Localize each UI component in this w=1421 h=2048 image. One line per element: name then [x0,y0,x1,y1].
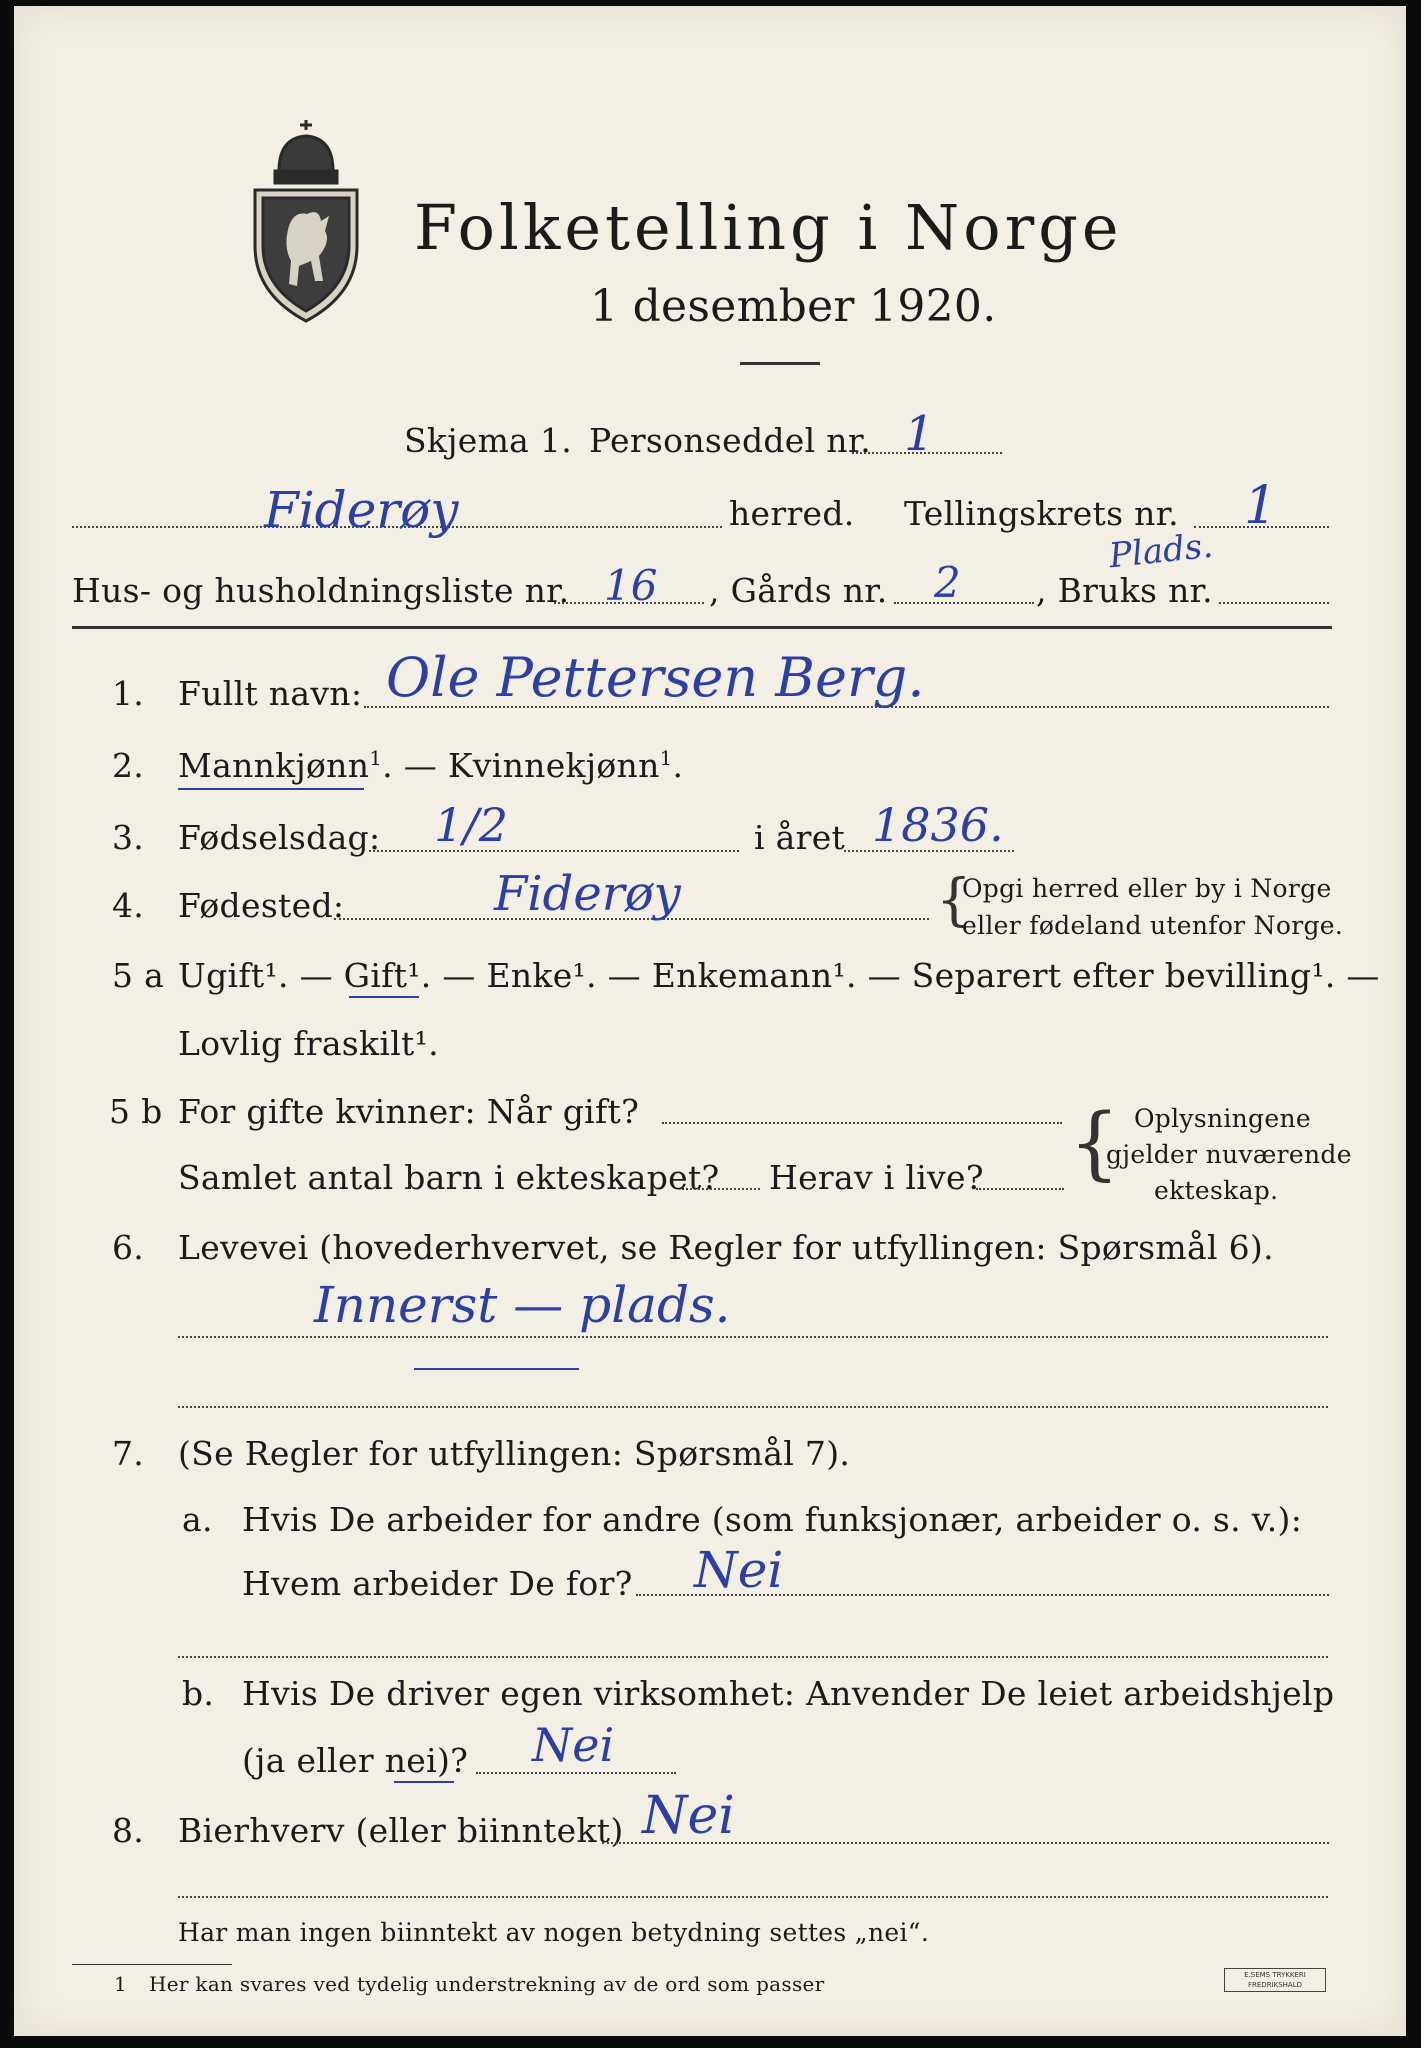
q5a-line1: Ugift¹. — Gift¹. — Enke¹. — Enkemann¹. — Separert efter bevilling¹. — [178,956,1380,995]
herred-label: herred. [729,494,855,533]
coat-of-arms-icon [249,116,364,326]
q3-label: Fødselsdag: [178,818,381,857]
q8-value: Nei [642,1786,735,1846]
form-title: Folketelling i Norge [414,191,1123,264]
q1-label: Fullt navn: [178,674,363,713]
skjema-label: Skjema 1. [404,421,573,460]
q6-label: Levevei (hovederhvervet, se Regler for utfyllingen: Spørsmål 6). [178,1228,1274,1267]
q2-separator: . — [382,746,448,785]
q2-options: Mannkjønn$^1$. — Kvinnekjønn$^1$. [178,746,684,785]
gards-value: 2 [934,558,961,607]
q5b-note-1: Oplysningene [1134,1104,1311,1133]
plads-note: Plads. [1107,525,1215,577]
q7a-field-2 [178,1656,1328,1658]
personseddel-value: 1 [904,406,935,462]
q3-value: 1/2 [434,798,509,852]
q7b-field [476,1772,676,1774]
q5b-number: 5 b [109,1092,163,1131]
bruks-field [1219,602,1329,604]
footnote-divider [72,1964,232,1965]
q2-underline [178,788,364,790]
title-divider [740,362,820,365]
q7-label: (Se Regler for utfyllingen: Spørsmål 7). [178,1434,851,1473]
q4-brace: { [936,868,972,933]
q5a-line2: Lovlig fraskilt¹. [178,1024,439,1063]
gards-field [894,602,1034,604]
q7-number: 7. [112,1434,145,1473]
q3-field [369,850,739,852]
q2-number: 2. [112,746,145,785]
printer-line-2: FREDRIKSHALD [1247,1981,1302,1989]
hus-label: Hus- og husholdningsliste nr. [72,571,570,610]
q8-number: 8. [112,1811,145,1850]
header-divider [72,626,1332,629]
q5a-number: 5 a [112,956,165,995]
q7b-letter: b. [182,1674,215,1713]
hus-value: 16 [604,561,658,610]
q2-mann: Mannkjønn [178,746,370,785]
q7a-value: Nei [694,1541,784,1599]
q3-year-label: i året [754,818,846,857]
q7b-line1: Hvis De driver egen virksomhet: Anvender De leiet arbeidshjelp [242,1674,1335,1713]
q4-number: 4. [112,886,145,925]
q5a-gift-underline [349,996,419,998]
q4-note-1: Opgi herred eller by i Norge [962,874,1332,903]
q5b-note-2: gjelder nuværende [1106,1140,1352,1169]
q7a-line2: Hvem arbeider De for? [242,1564,633,1603]
q5b-married-field [662,1122,1062,1124]
q5b-line2b: Herav i live? [769,1158,984,1197]
gards-label: , Gårds nr. [709,571,888,610]
q5b-line1: For gifte kvinner: Når gift? [178,1092,640,1131]
printer-stamp [1224,1968,1326,1992]
q5b-children-field [682,1188,760,1190]
q5b-alive-field [976,1188,1064,1190]
q5b-note-3: ekteskap. [1154,1176,1279,1205]
tellingskrets-label: Tellingskrets nr. [904,494,1179,533]
q7a-line1: Hvis De arbeider for andre (som funksjonær, arbeider o. s. v.): [242,1500,1303,1539]
q7b-nei-underline [394,1781,454,1783]
footer-note: Har man ingen biinntekt av nogen betydning settes „nei“. [178,1918,930,1947]
footnote-text: Her kan svares ved tydelig understrekning av de ord som passer [149,1972,825,1996]
q5b-line2: Samlet antal barn i ekteskapet? [178,1158,720,1197]
q7b-line2: (ja eller nei)? [242,1741,469,1780]
q3-year-value: 1836. [872,798,1004,852]
q6-number: 6. [112,1228,145,1267]
q4-value: Fiderøy [494,866,681,922]
q6-value: Innerst — plads. [314,1276,731,1334]
q1-number: 1. [112,674,145,713]
form-date: 1 desember 1920. [590,281,997,332]
q8-field-2 [178,1896,1328,1898]
printer-line-1: E.SEMS TRYKKERI [1244,1971,1306,1979]
q4-note-2: eller fødeland utenfor Norge. [962,911,1344,940]
tellingskrets-value: 1 [1244,476,1278,536]
footnote-number: 1 [114,1972,128,1996]
q1-value: Ole Pettersen Berg. [386,646,925,709]
q2-kvinne: Kvinnekjønn [447,746,660,785]
q7b-value: Nei [532,1718,615,1772]
q8-label: Bierhverv (eller biinntekt) [178,1811,624,1850]
bruks-label: , Bruks nr. [1036,571,1213,610]
q6-field-2 [178,1406,1328,1408]
q6-ink-stroke [414,1368,579,1370]
q7a-letter: a. [182,1500,213,1539]
q5b-brace: { [1069,1096,1121,1189]
census-form-page [14,6,1406,2036]
q3-number: 3. [112,818,145,857]
herred-value: Fiderøy [264,481,459,539]
q6-field-1 [178,1336,1328,1338]
q4-label: Fødested: [178,886,345,925]
personseddel-label: Personseddel nr. [589,421,872,460]
